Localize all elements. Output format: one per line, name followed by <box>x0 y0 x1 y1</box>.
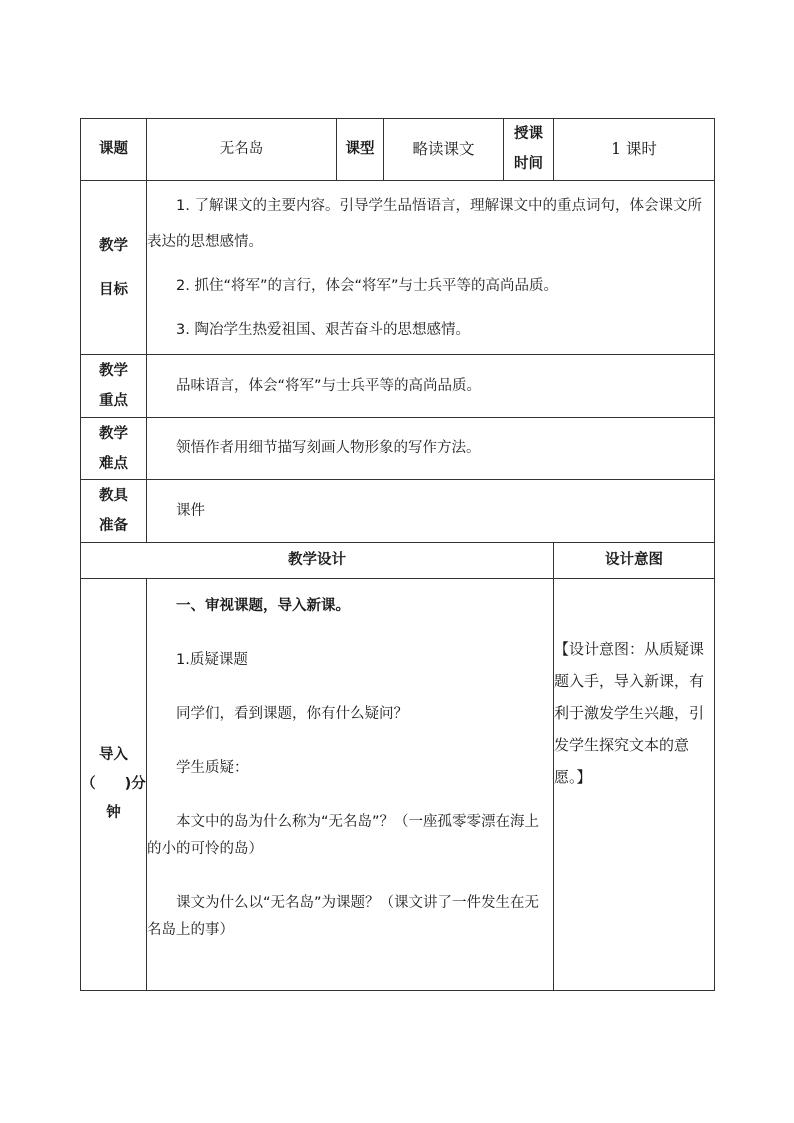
intro-label-line1: 导入 <box>99 747 128 763</box>
header-row <box>81 119 715 181</box>
difficulties-label-line1: 教学 <box>99 425 128 442</box>
intro-q2: 课文为什么以“无名岛”为课题？（课文讲了一件发生在无名岛上的事） <box>147 895 540 938</box>
objective-item: 1. 了解课文的主要内容。引导学生品悟语言，理解课文中的重点词句，体会课文所表达的思想感情。 <box>147 197 702 250</box>
intro-intent-text: 【设计意图：从质疑课题入手，导入新课，有利于激发学生兴趣，引发学生探究文本的意愿。】 <box>554 640 705 786</box>
tools-label-line1: 教具 <box>99 488 128 504</box>
intro-section-title: 一、审视课题，导入新课。 <box>176 598 350 614</box>
key-points-label <box>81 355 147 418</box>
intro-sub-title: 1.质疑课题 <box>176 652 248 668</box>
lesson-plan-table <box>80 118 715 991</box>
objective-item: 3. 陶冶学生热爱祖国、艰苦奋斗的思想感情。 <box>176 321 470 338</box>
key-points-row <box>81 355 715 418</box>
objectives-row <box>81 181 715 355</box>
design-header: 教学设计 <box>81 543 554 579</box>
intro-label-line2: （ )分 <box>81 776 146 792</box>
difficulties-label-line2: 难点 <box>99 455 128 472</box>
key-points-text: 品味语言，体会“将军”与士兵平等的高尚品质。 <box>147 355 715 418</box>
intro-intent-content <box>554 579 715 991</box>
type-label: 课型 <box>337 119 384 181</box>
design-header-row <box>81 543 715 579</box>
topic-label: 课题 <box>81 119 147 181</box>
key-points-label-line2: 重点 <box>99 393 128 409</box>
difficulties-text: 领悟作者用细节描写刻画人物形象的写作方法。 <box>147 418 715 480</box>
intro-row <box>81 579 715 991</box>
intro-design-content <box>147 579 554 991</box>
type-value: 略读课文 <box>384 119 504 181</box>
intro-q1: 本文中的岛为什么称为“无名岛”？（一座孤零零漂在海上的小的可怜的岛） <box>147 814 540 857</box>
time-label <box>504 119 554 181</box>
objectives-label-line1: 教学 <box>99 237 128 254</box>
intro-students: 学生质疑： <box>176 760 249 776</box>
intro-label-line3: 钟 <box>106 805 121 821</box>
difficulties-label <box>81 418 147 480</box>
time-value: 1 课时 <box>554 119 715 181</box>
tools-text: 课件 <box>147 480 715 543</box>
tools-label <box>81 480 147 543</box>
tools-row <box>81 480 715 543</box>
tools-label-line2: 准备 <box>99 518 128 534</box>
key-points-label-line1: 教学 <box>99 363 128 379</box>
time-label-line1: 授课 <box>514 126 543 142</box>
topic-value: 无名岛 <box>147 119 337 181</box>
intent-header: 设计意图 <box>554 543 715 579</box>
objectives-content <box>147 181 715 355</box>
intro-label <box>81 579 147 991</box>
objectives-label <box>81 181 147 355</box>
time-label-line2: 时间 <box>514 156 543 172</box>
objective-item: 2. 抓住“将军”的言行，体会“将军”与士兵平等的高尚品质。 <box>176 277 558 294</box>
intro-question: 同学们，看到课题，你有什么疑问？ <box>176 706 408 722</box>
objectives-label-line2: 目标 <box>99 281 128 298</box>
difficulties-row <box>81 418 715 480</box>
